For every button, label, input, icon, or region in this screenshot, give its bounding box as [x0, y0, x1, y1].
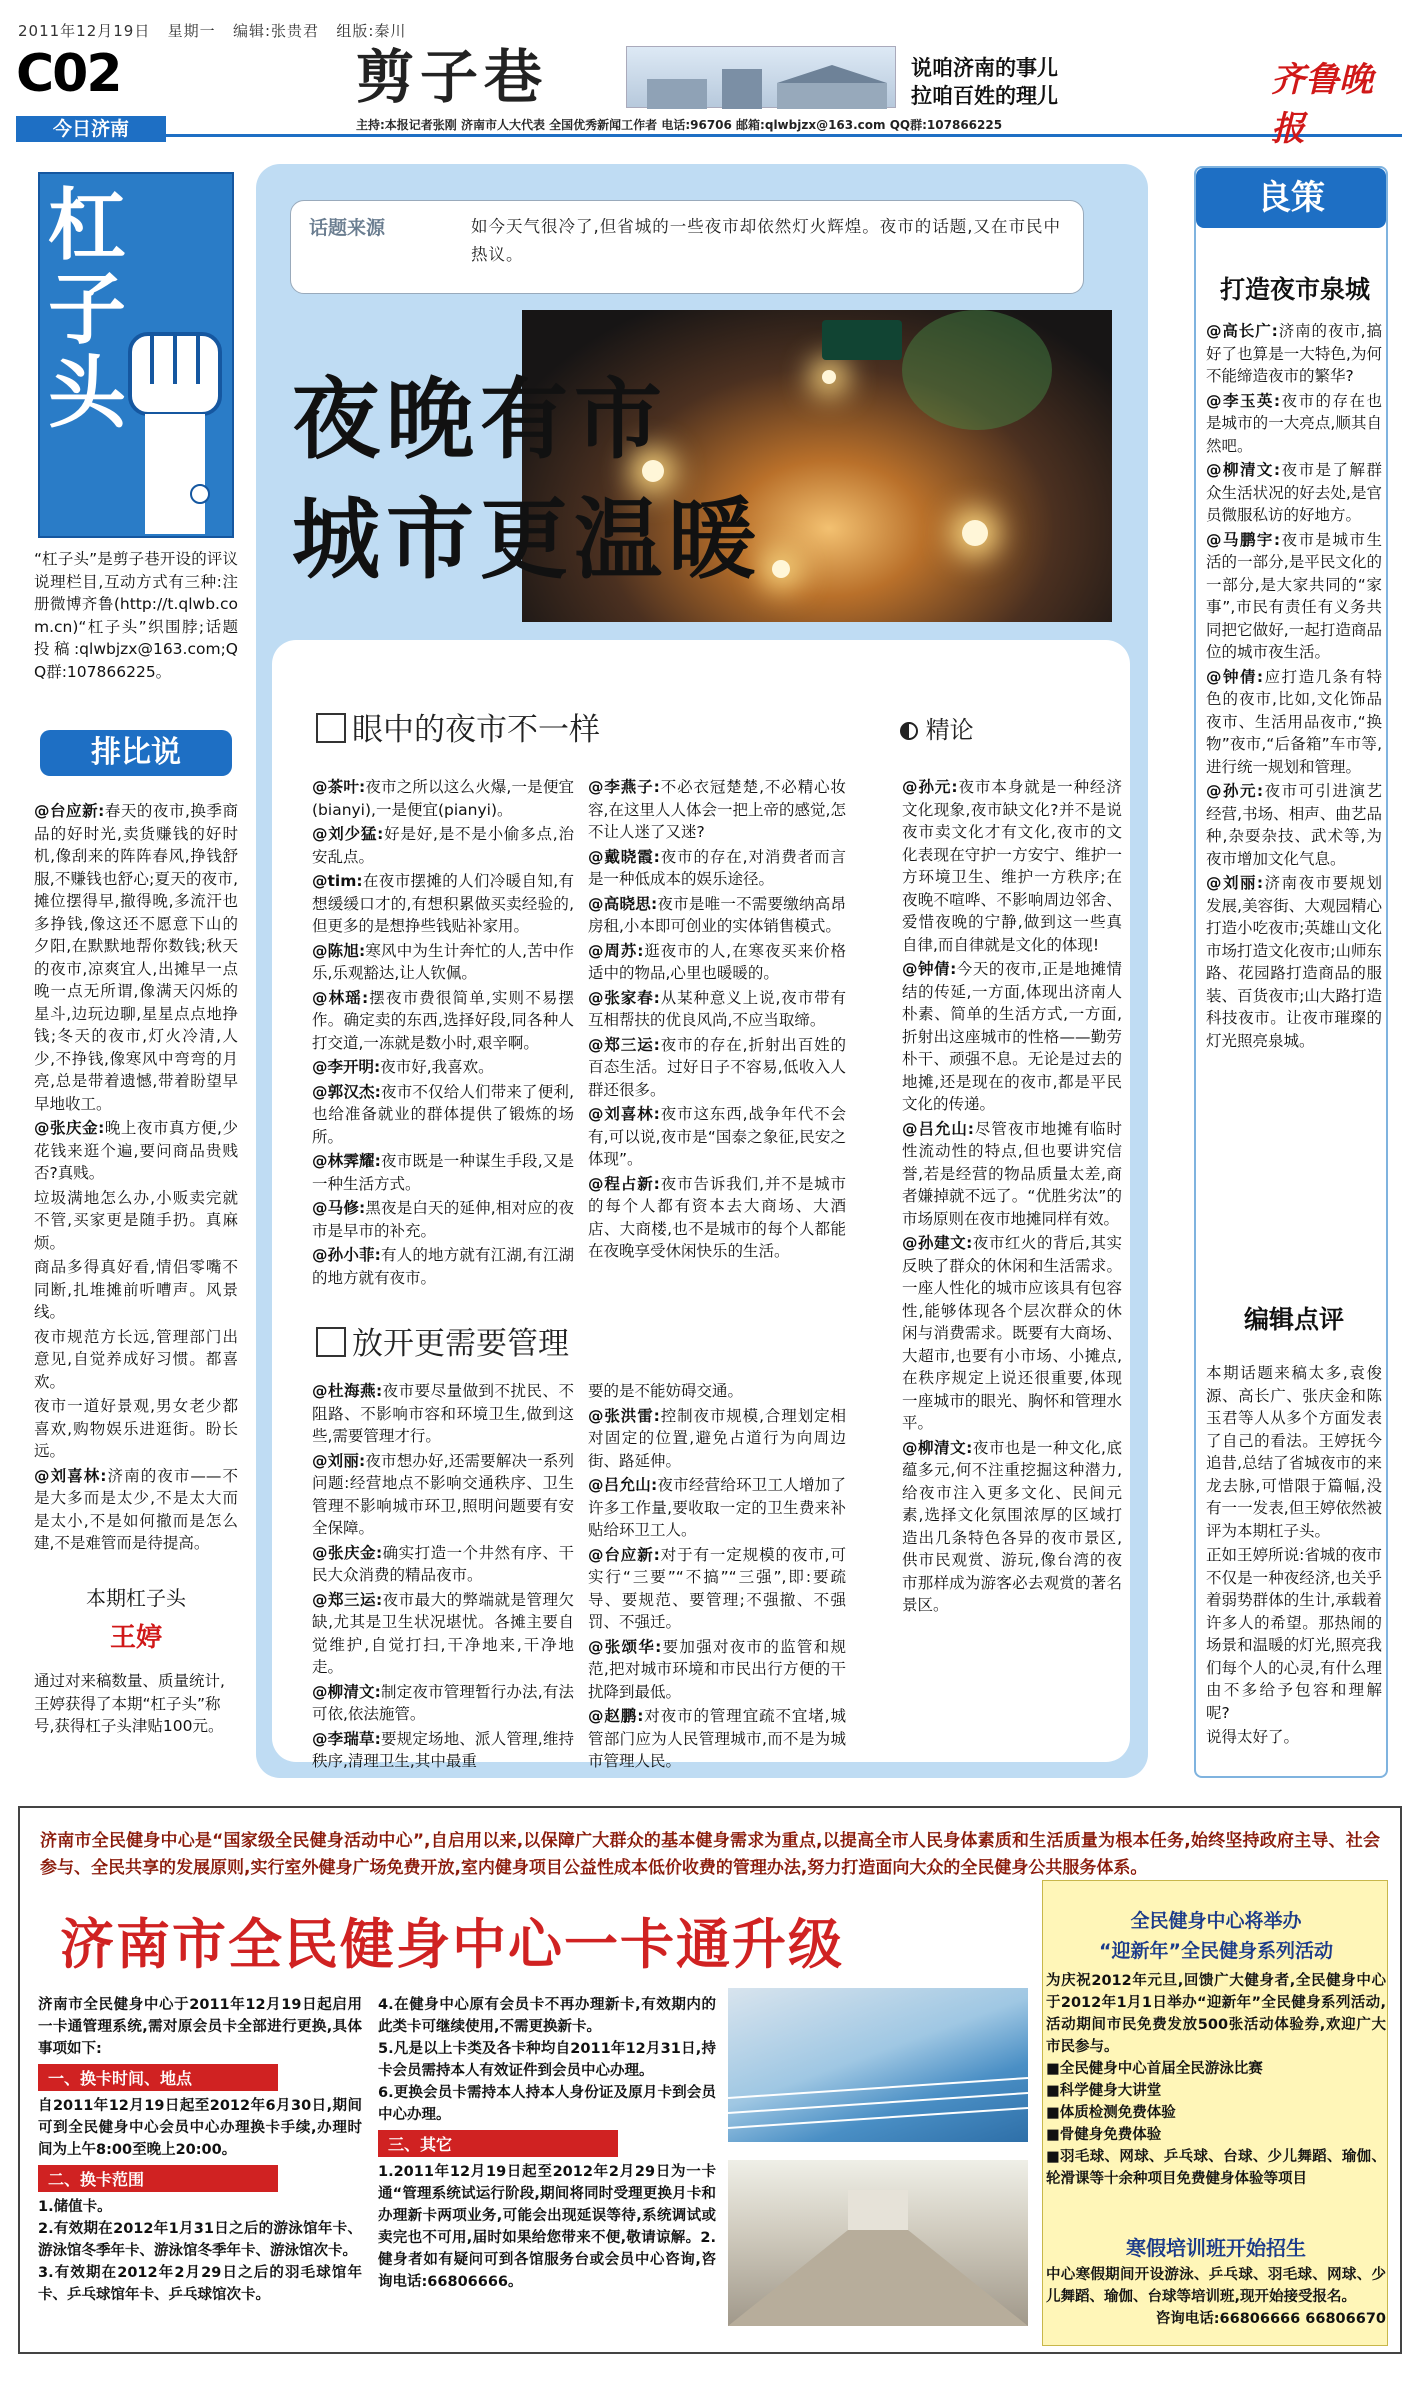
commenter-name: @刘喜林:	[34, 1466, 107, 1485]
commenter-name: @钟倩:	[1206, 667, 1264, 686]
comment-para: 本期话题来稿太多,袁俊源、高长广、张庆金和陈玉君等人从多个方面发表了自己的看法。王婷抚今追昔,总结了省城夜市的来龙去脉,可惜限于篇幅,没有一一发表,但王婷依然被评为本期杠子头。	[1206, 1364, 1382, 1540]
comment-para: @李燕子:不必衣冠楚楚,不必精心妆容,在这里人人体会一把上帝的感觉,怎不让人迷了又迷?	[588, 778, 846, 841]
commenter-name: @柳清文:	[312, 1682, 381, 1701]
commenter-name: @郭汉杰:	[312, 1082, 381, 1101]
paibishuo-article	[34, 800, 238, 1557]
liangce-column	[1206, 320, 1382, 1054]
management-column-2	[588, 1380, 846, 1775]
comment-para: @刘少猛:好是好,是不是小偷多点,治安乱点。	[312, 825, 575, 866]
column-logo: 剪子巷	[356, 43, 549, 111]
host-info: 主持:本报记者张刚 济南市人大代表 全国优秀新闻工作者 电话:96706 邮箱:qlwbjzx@163.com QQ群:107866225	[356, 118, 1003, 132]
commenter-name: @刘丽:	[1206, 874, 1264, 892]
commenter-name: @孙建文:	[902, 1234, 973, 1252]
commenter-name: @赵鹏:	[588, 1707, 644, 1725]
comment-para: @马修:黑夜是白天的延伸,相对应的夜市是早市的补充。	[312, 1199, 575, 1240]
commenter-name: @刘丽:	[312, 1451, 366, 1470]
issue-date: 2011年12月19日	[18, 22, 151, 40]
commenter-name: @陈旭:	[312, 941, 366, 960]
paibi-para: 商品多得真好看,情侣零嘴不同断,扎堆摊前听嘈声。风景线。	[34, 1258, 238, 1321]
ad-events-body	[1046, 1970, 1386, 2190]
comment-para: 要的是不能妨碍交通。	[588, 1382, 744, 1400]
views-column-2	[588, 776, 846, 1265]
editor-comment-column	[1206, 1362, 1382, 1751]
commenter-name: @高晓思:	[588, 894, 658, 913]
comment-para: 说得太好了。	[1206, 1728, 1300, 1746]
comment-para: @陈旭:寒风中为生计奔忙的人,苦中作乐,乐观豁达,让人钦佩。	[312, 941, 575, 982]
comment-para: @郑三运:夜市最大的弊端就是管理欠缺,尤其是卫生状况堪忧。各摊主要自觉维护,自觉打扫,干净地来,干净地走。	[312, 1590, 574, 1676]
comment-para: @刘丽:夜市想办好,还需要解决一系列问题:经营地点不影响交通秩序、卫生管理不影响城市环卫,照明问题要有安全保障。	[312, 1451, 575, 1537]
commenter-name: @杜海燕:	[312, 1382, 383, 1400]
comment-para: @周苏:逛夜市的人,在寒夜买来价格适中的物品,心里也暖暖的。	[588, 941, 847, 982]
commenter-name: @林瑶:	[312, 988, 369, 1007]
editor-comment-title: 编辑点评	[1243, 1305, 1344, 1334]
commenter-name: @郑三运:	[588, 1035, 660, 1054]
commenter-name: @张庆金:	[312, 1543, 383, 1562]
comment-para: @孙建文:夜市红火的背后,其实反映了群众的休闲和生活需求。一座人性化的城市应该具有包容性,能够体现各个层次群众的休闲与消费需求。既要有大商场、大超市,也要有小市场、小摊点,在秩序规定上说还很重要,体现一座城市的眼光、胸怀和管理水平。	[902, 1234, 1122, 1432]
commenter-name: @张庆金:	[34, 1119, 105, 1137]
commenter-name: @茶叶:	[312, 778, 366, 796]
commenter-name: @刘喜林:	[588, 1105, 660, 1123]
commenter-name: @戴晓霞:	[588, 847, 660, 866]
topic-source-box	[290, 200, 1084, 294]
commenter-name: @李开明:	[312, 1058, 381, 1076]
commenter-name: @周苏:	[588, 941, 644, 960]
ad-tag: 二、换卡范围	[38, 2165, 278, 2192]
gangzitou-description	[34, 548, 238, 685]
jinglun-column	[902, 776, 1122, 1619]
comment-para: @李玉英:夜市的存在也是城市的一大亮点,顺其自然吧。	[1206, 391, 1382, 455]
comment-para: @吕允山:尽管夜市地摊有临时性流动性的特点,但也要讲究信誉,若是经营的物品质量太差,商者嫌掉就不远了。“优胜劣汰”的市场原则在夜市地摊同样有效。	[902, 1119, 1122, 1228]
comment-para: @刘喜林:夜市这东西,战争年代不会有,可以说,夜市是“国泰之象征,民安之体现”。	[588, 1105, 846, 1168]
swimming-pool-photo	[728, 1988, 1028, 2142]
comment-para: @吕允山:夜市经营给环卫工人增加了许多工作量,要收取一定的卫生费来补贴给环卫工人。	[588, 1476, 846, 1539]
commenter-name: @孙元:	[1206, 782, 1264, 800]
comment-para: @程占新:夜市告诉我们,并不是城市的每个人都有资本去大商场、大酒店、大商楼,也不是城市的每个人都能在夜晚享受休闲快乐的生活。	[588, 1174, 846, 1260]
comment-para: @茶叶:夜市之所以这么火爆,一是便宜(bianyi),一是便宜(pianyi)。	[312, 778, 575, 819]
commenter-name: @林霁耀:	[312, 1152, 381, 1170]
commenter-name: @李瑞草:	[312, 1729, 381, 1748]
comment-para: @孙小菲:有人的地方就有江湖,有江湖的地方就有夜市。	[312, 1246, 574, 1287]
half-circle-icon	[900, 722, 918, 740]
slogan-line-2: 拉咱百姓的理儿	[911, 84, 1058, 108]
commenter-name: @孙元:	[902, 778, 958, 796]
topic-source-text: 如今天气很冷了,但省城的一些夜市却依然灯火辉煌。夜市的话题,又在市民中热议。	[471, 217, 1061, 264]
ad-phone: 咨询电话:66806666 66806670	[1155, 2311, 1386, 2327]
comment-para: @钟倩:今天的夜市,正是地摊情结的传延,一方面,体现出济南人朴素、简单的生活方式,一方面,折射出这座城市的性格——勤劳朴干、顽强不息。无论是过去的地摊,还是现在的夜市,都是平民文化的传递。	[902, 960, 1122, 1113]
page-number: C02	[16, 44, 121, 104]
commenter-name: @吕允山:	[902, 1119, 974, 1138]
comment-para: @张洪雷:控制夜市规模,合理划定相对固定的位置,避免占道行为向周边街、路延伸。	[588, 1406, 846, 1470]
views-column-1	[312, 776, 574, 1291]
section-band: 今日济南	[16, 116, 166, 142]
gangzitou-description-text: “杠子头”是剪子巷开设的评议说理栏目,互动方式有三种:注册微博齐鲁(http://t.qlwb.com.cn)“杠子头”织围脖;话题投稿:qlwbjzx@163.com;QQ群:107866225。	[34, 550, 238, 681]
issue-weekday: 星期一	[167, 22, 216, 40]
commenter-name: @孙小菲:	[312, 1246, 381, 1264]
paibi-para: @台应新:春天的夜市,换季商品的好时光,卖货赚钱的好时机,像刮来的阵阵春风,挣钱舒服,不赚钱也舒心;夏天的夜市,摊位摆得早,撤得晚,多流汗也多挣钱,像这还不愿意下山的夕阳,在默默地帮你数钱;秋天的夜市,凉爽宜人,出摊早一点晚一点无所谓,像满天闪烁的星斗,边玩边聊,星星点点地挣钱;冬天的夜市,灯火冷清,人少,不挣钱,像寒风中弯弯的月亮,总是带着遗憾,带着盼望早早地收工。	[34, 802, 238, 1113]
ad-list-item: ■体质检测免费体验	[1046, 2105, 1176, 2121]
ad-events-title-1: 全民健身中心将举办	[1130, 1910, 1302, 1932]
ad-column-1	[38, 1994, 362, 2306]
paibi-para: 夜市规范方长远,管理部门出意见,自觉养成好习惯。都喜欢。	[34, 1327, 238, 1391]
comment-para: @钟倩:应打造几条有特色的夜市,比如,文化饰品夜市、生活用品夜市,“换物”夜市,“后备箱”车市等,进行统一规划和管理。	[1206, 667, 1382, 776]
paibishuo-header: 排比说	[40, 730, 232, 776]
paibi-para: @刘喜林:济南的夜市——不是大多而是太少,不是太大而是太小,不是如何撤而是怎么建,不是难管而是待提高。	[34, 1466, 238, 1552]
ad-para: 2.有效期在2012年1月31日之后的游泳馆年卡、游泳馆冬季年卡、游泳馆冬季年卡、游泳馆次卡。	[38, 2221, 362, 2259]
commenter-name: @张颂华:	[588, 1637, 662, 1656]
page-header	[16, 42, 1402, 149]
comment-para: @张庆金:确实打造一个井然有序、干民大众消费的精品夜市。	[312, 1543, 574, 1584]
commenter-name: @程占新:	[588, 1174, 660, 1193]
ad-para: 3.有效期在2012年2月29日之后的羽毛球馆年卡、乒乓球馆年卡、乒乓球馆次卡。	[38, 2265, 362, 2303]
ad-para: 6.更换会员卡需持本人持本人身份证及原月卡到会员中心办理。	[378, 2085, 716, 2123]
comment-para: @高长广:济南的夜市,搞好了也算是一大特色,为何不能缔造夜市的繁华?	[1206, 322, 1382, 385]
commenter-name: @张家春:	[588, 988, 660, 1007]
liangce-header: 良策	[1196, 168, 1386, 228]
ad-para: 中心寒假期间开设游泳、乒乓球、羽毛球、网球、少儿舞蹈、瑜伽、台球等培训班,现开始接受报名。	[1046, 2267, 1386, 2305]
comment-para: @林霁耀:夜市既是一种谋生手段,又是一种生活方式。	[312, 1152, 574, 1193]
comment-para: @张颂华:要加强对夜市的监管和规范,把对城市环境和市民出行方便的干扰降到最低。	[588, 1637, 846, 1701]
commenter-name: @张洪雷:	[588, 1406, 660, 1425]
byline-label: 本期杠子头	[86, 1586, 186, 1610]
commenter-name: @高长广:	[1206, 322, 1278, 340]
management-column-1	[312, 1380, 574, 1775]
byline-box	[34, 1582, 238, 1740]
issue-editor: 编辑:张贵君	[233, 22, 320, 40]
ad-para: 1.储值卡。	[38, 2199, 112, 2215]
comment-para: @柳清文:夜市也是一种文化,底蕴多元,何不注重挖掘这种潜力,给夜市注入更多文化、民间元素,选择文化氛围浓厚的区域打造出几条特色各异的夜市景区,供市民观赏、游玩,像台湾的夜市那样成为游客必去观赏的著名景区。	[902, 1438, 1122, 1614]
commenter-name: @钟倩:	[902, 960, 957, 978]
skyline-icon	[627, 47, 897, 109]
issue-meta	[18, 20, 406, 41]
paibi-para: @张庆金:晚上夜市真方便,少花钱来逛个遍,要问商品贵贱否?真贱。	[34, 1119, 238, 1182]
comment-para: @台应新:对于有一定规模的夜市,可实行“三要”“不搞”“三强”,即:要疏导、要规范、要管理;不强撤、不强罚、不强迁。	[588, 1545, 846, 1631]
comment-para: @柳清文:制定夜市管理暂行办法,有法可依,依法施管。	[312, 1682, 574, 1723]
column-banner-picture	[626, 46, 896, 108]
ad-column-2	[378, 1994, 716, 2293]
commenter-name: @台应新:	[588, 1545, 660, 1564]
commenter-name: @吕允山:	[588, 1476, 658, 1494]
comment-para: 正如王婷所说:省城的夜市不仅是一种夜经济,也关乎着弱势群体的生计,承载着许多人的希望。那热闹的场景和温暖的灯光,照亮我们每个人的心灵,有什么理由不多给予包容和理解呢?	[1206, 1546, 1382, 1722]
commenter-name: @柳清文:	[902, 1438, 973, 1457]
comment-para: @李瑞草:要规定场地、派人管理,维持秩序,清理卫生,其中最重	[312, 1729, 574, 1770]
commenter-name: @李玉英:	[1206, 391, 1281, 410]
commenter-name: @柳清文:	[1206, 461, 1281, 479]
hall-floor-icon	[728, 2160, 1028, 2326]
ad-title: 济南市全民健身中心一卡通升级	[60, 1912, 844, 1976]
comment-para: @郭汉杰:夜市不仅给人们带来了便利,也给准备就业的群体提供了锻炼的场所。	[312, 1082, 574, 1146]
comment-para: @高晓思:夜市是唯一不需要缴纳高昂房租,小本即可创业的实体销售模式。	[588, 894, 846, 935]
ad-training-body	[1046, 2264, 1386, 2330]
comment-para: @柳清文:夜市是了解群众生活状况的好去处,是官员微服私访的好地方。	[1206, 461, 1382, 524]
issue-layout: 组版:秦川	[336, 22, 407, 40]
slogan-line-1: 说咱济南的事儿	[911, 56, 1058, 80]
comment-para: @刘丽:济南夜市要规划发展,美容街、大观园精心打造小吃夜市;英雄山文化市场打造文化夜市;山师东路、花园路打造商品的服装、百货夜市;山大路打造科技夜市。让夜市璀璨的灯光照亮泉城。	[1206, 874, 1382, 1050]
headline-line-1: 夜晚有市	[292, 367, 669, 471]
gym-hall-photo	[728, 2160, 1028, 2326]
ad-para: 自2011年12月19日起至2012年6月30日,期间可到全民健身中心会员中心办理换卡手续,办理时间为上午8:00至晚上20:00。	[38, 2098, 362, 2158]
ad-list-item: ■骨健身免费体验	[1046, 2127, 1162, 2143]
gangzitou-logo	[38, 172, 234, 538]
jinglun-header	[900, 710, 974, 745]
ad-para: 1.2011年12月19日起至2012年2月29日为一卡通“管理系统试运行阶段,期间将同时受理更换月卡和办理新卡两项业务,可能会出现延误等待,系统调试或卖完也不可用,届时如果给您带来不便,敬请谅解。2.健身者如有疑问可到各馆服务台或会员中心咨询,咨询电话:66806666。	[378, 2164, 716, 2290]
newspaper-brand: 齐鲁晚报	[1271, 60, 1373, 149]
section-title-management: 放开更需要管理	[316, 1318, 569, 1363]
comment-para: @李开明:夜市好,我喜欢。	[312, 1058, 494, 1076]
ad-training-title: 寒假培训班开始招生	[1126, 2236, 1306, 2260]
commenter-name: @李燕子:	[588, 778, 660, 796]
byline-description: 通过对来稿数量、质量统计,王婷获得了本期“杠子头”称号,获得杠子头津贴100元。	[34, 1672, 225, 1735]
section-title-views: 眼中的夜市不一样	[316, 704, 600, 749]
ad-tag: 三、其它	[378, 2130, 618, 2157]
comment-para: @tim:在夜市摆摊的人们冷暖自知,有想缓缓口才的,有想积累做买卖经验的,但更多的是想挣些钱贴补家用。	[312, 872, 574, 935]
fist-icon	[120, 314, 230, 534]
ad-tag: 一、换卡时间、地点	[38, 2064, 278, 2091]
ad-list-item: ■全民健身中心首届全民游泳比赛	[1046, 2061, 1263, 2077]
ad-intro: 济南市全民健身中心是“国家级全民健身活动中心”,自启用以来,以保障广大群众的基本健身需求为重点,以提高全市人民身体素质和生活质量为根本任务,始终坚持政府主导、社会参与、全民共享的发展原则,实行室外健身广场免费开放,室内健身项目公益性成本低价收费的管理办法,努力打造面向大众的全民健身公共服务体系。	[40, 1831, 1380, 1878]
ad-list-item: ■科学健身大讲堂	[1046, 2083, 1162, 2099]
jinglun-title: 精论	[925, 716, 974, 744]
ad-para: 为庆祝2012年元旦,回馈广大健身者,全民健身中心于2012年1月1日举办“迎新年”全民健身系列活动,活动期间市民免费发放500张活动体验券,欢迎广大市民参与。	[1046, 1973, 1386, 2055]
ad-events-title-2: “迎新年”全民健身系列活动	[1099, 1940, 1333, 1962]
comment-para: @杜海燕:夜市要尽量做到不扰民、不阻路、不影响市容和环境卫生,做到这些,需要管理才行。	[312, 1382, 574, 1445]
comment-para: @戴晓霞:夜市的存在,对消费者而言是一种低成本的娱乐途径。	[588, 847, 846, 888]
byline-name: 王婷	[109, 1623, 162, 1653]
comment-para: @马鹏宇:夜市是城市生活的一部分,是平民文化的一部分,是大家共同的“家事”,市民有责任有义务共同把它做好,一起打造商品位的城市夜生活。	[1206, 530, 1382, 661]
comment-para: @张家春:从某种意义上说,夜市带有互相帮扶的优良风尚,不应当取缔。	[588, 988, 846, 1029]
commenter-name: @台应新:	[34, 802, 105, 820]
comment-para: @孙元:夜市可引进演艺经营,书场、相声、曲艺品种,杂耍杂技、武术等,为夜市增加文化气息。	[1206, 782, 1382, 868]
ad-para: 4.在健身中心原有会员卡不再办理新卡,有效期内的此类卡可继续使用,不需更换新卡。	[378, 1997, 716, 2035]
ad-para: 济南市全民健身中心于2011年12月19日起启用一卡通管理系统,需对原会员卡全部进行更换,具体事项如下:	[38, 1997, 362, 2057]
commenter-name: @tim:	[312, 872, 363, 890]
commenter-name: @马修:	[312, 1199, 366, 1217]
commenter-name: @刘少猛:	[312, 825, 384, 843]
ad-para: 5.凡是以上卡类及各卡种均自2011年12月31日,持卡会员需持本人有效证件到会员中心办理。	[378, 2041, 716, 2079]
comment-para: @赵鹏:对夜市的管理宜疏不宜堵,城管部门应为人民管理城市,而不是为城市管理人民。	[588, 1707, 847, 1770]
pool-lanes-icon	[728, 1988, 1028, 2142]
headline-line-2: 城市更温暖	[292, 487, 763, 591]
comment-para: @郑三运:夜市的存在,折射出百姓的百态生活。过好日子不容易,低收入人群还很多。	[588, 1035, 846, 1099]
ad-list-item: ■羽毛球、网球、乒乓球、台球、少儿舞蹈、瑜伽、轮滑课等十余种项目免费健身体验等项目	[1046, 2149, 1386, 2187]
comment-para: @孙元:夜市本身就是一种经济文化现象,夜市缺文化?并不是说夜市卖文化才有文化,夜市的文化表现在守护一方安宁、维护一方环境卫生、维护一方秩序;在夜晚不喧哗、不影响周边邻舍、爱惜夜晚的宁静,做到这一些真自律,而自律就是文化的体现!	[902, 778, 1122, 954]
liangce-title: 打造夜市泉城	[1219, 275, 1370, 304]
commenter-name: @马鹏宇:	[1206, 530, 1281, 549]
commenter-name: @郑三运:	[312, 1590, 383, 1609]
topic-source-label: 话题来源	[309, 217, 386, 239]
comment-para: @林瑶:摆夜市费很简单,实则不易摆作。确定卖的东西,选择好段,同各种人打交道,一冻就是数小时,艰辛啊。	[312, 988, 575, 1052]
paibi-para: 垃圾满地怎么办,小贩卖完就不管,买家更是随手扔。真麻烦。	[34, 1188, 238, 1252]
gangzitou-title: 杠子头	[48, 180, 127, 439]
paibi-para: 夜市一道好景观,男女老少都喜欢,购物娱乐进逛街。盼长远。	[34, 1397, 238, 1460]
